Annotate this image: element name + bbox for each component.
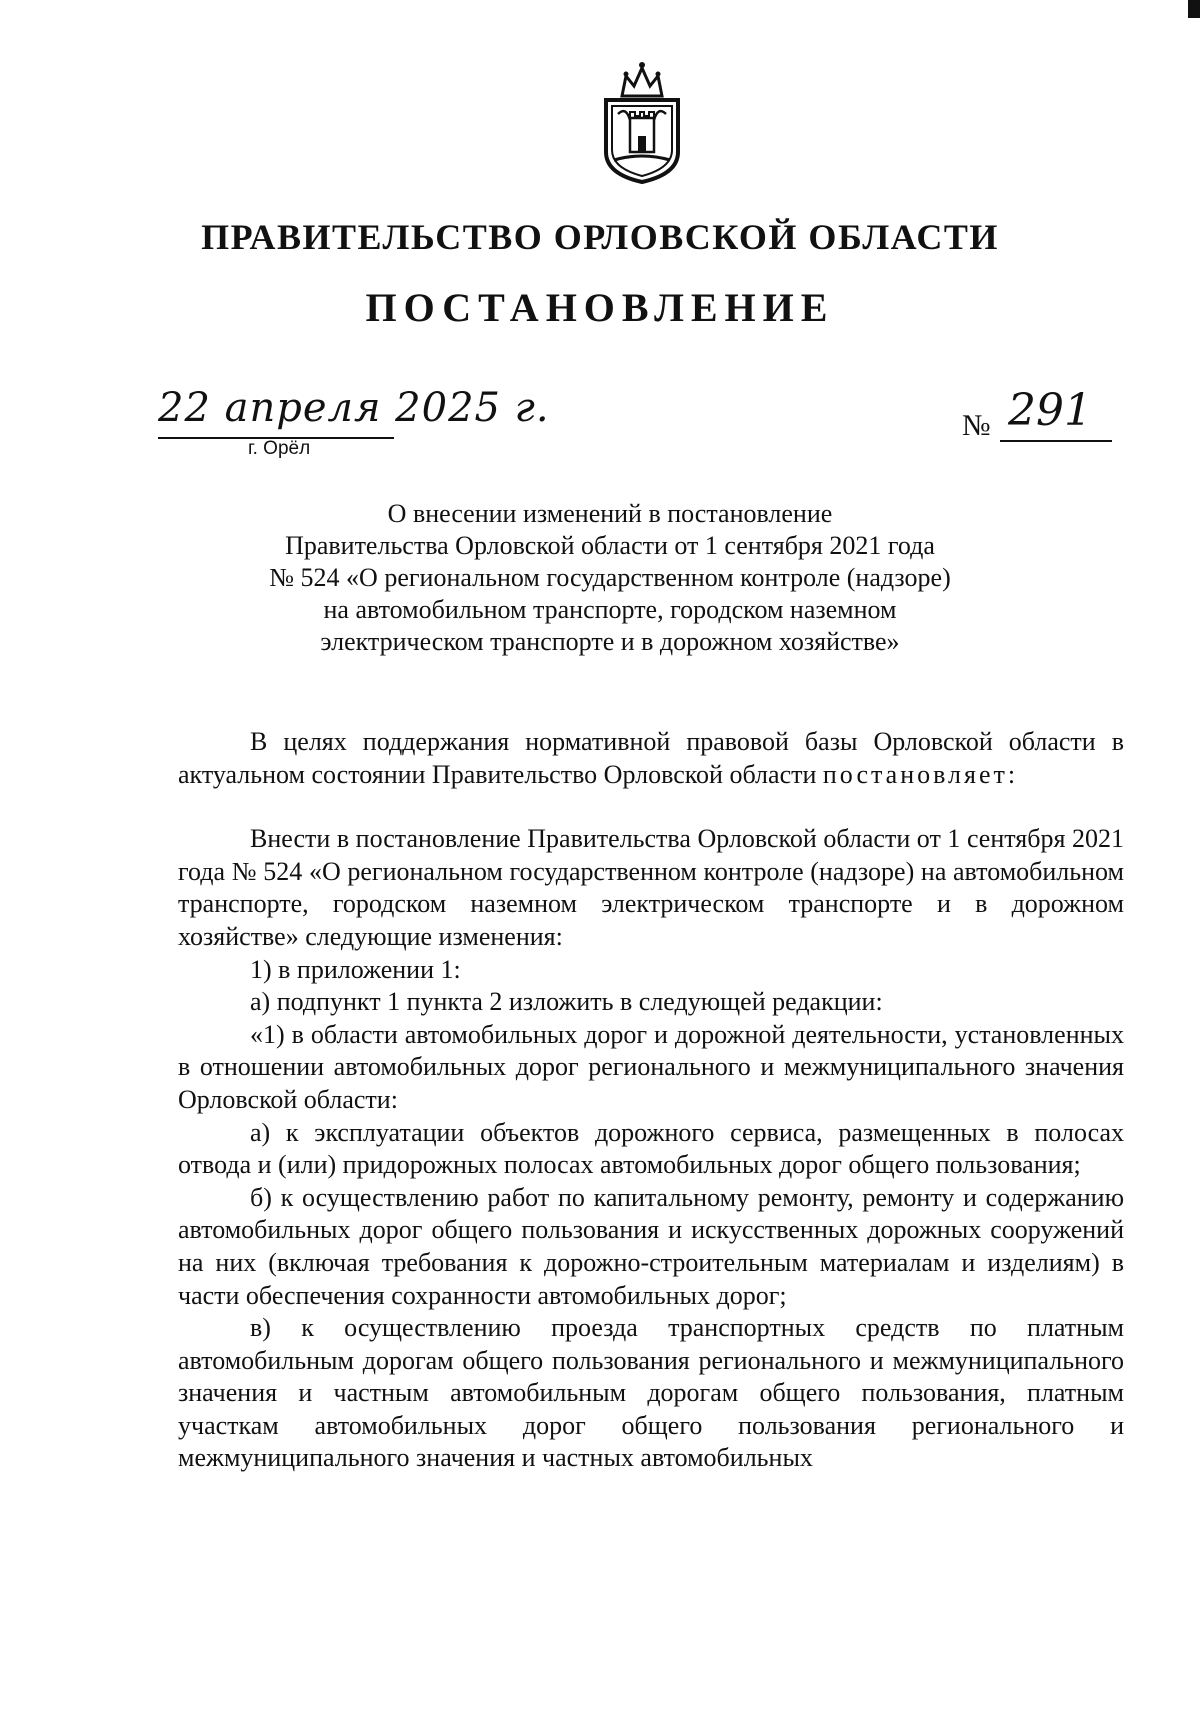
subject-line: Правительства Орловской области от 1 сентября 2021 года [285, 531, 935, 560]
paragraph: а) к эксплуатации объектов дорожного сервиса, размещенных в полосах отвода и (или) придорожных полосах автомобильных дорог общего пользования; [178, 1117, 1124, 1180]
subject-line: электрическом транспорте и в дорожном хозяйстве» [320, 627, 900, 656]
paragraph: а) подпункт 1 пункта 2 изложить в следующей редакции: [250, 987, 883, 1017]
paragraph: б) к осуществлению работ по капитальному ремонту, ремонту и содержанию автомобильных дорог общего пользования и искусственных дорожных сооружений на них (включая требования к дорожно-строительным материалам и изделиям) в части обеспечения сохранности автомобильных дорог; [178, 1182, 1124, 1310]
document-body [178, 726, 1124, 1475]
intro-verb: постановляет: [822, 759, 1019, 789]
paragraph: «1) в области автомобильных дорог и дорожной деятельности, установленных в отношении автомобильных дорог регионального и межмуниципального значения Орловской области: [178, 1019, 1124, 1114]
handwritten-number: 291 [1008, 385, 1092, 436]
scan-edge-mark [1188, 0, 1200, 18]
city-label: г. Орёл [248, 438, 311, 459]
paragraph: Внести в постановление Правительства Орловской области от 1 сентября 2021 года № 524 «О региональном государственном контроле (надзоре) на автомобильном транспорте, городском наземном электрическом транспорте и в дорожном хозяйстве» следующие изменения: [178, 824, 1124, 951]
coat-of-arms-emblem [600, 56, 684, 184]
subject-line: О внесении изменений в постановление [387, 499, 833, 528]
document-subject [220, 498, 1000, 658]
government-title: ПРАВИТЕЛЬСТВО ОРЛОВСКОЙ ОБЛАСТИ [201, 217, 999, 257]
paragraph: 1) в приложении 1: [250, 954, 461, 984]
number-underline [1000, 440, 1112, 442]
number-label: № [962, 409, 991, 442]
intro-paragraph [178, 726, 1124, 791]
handwritten-date: 22 апреля 2025 г. [158, 385, 550, 431]
subject-line: № 524 «О региональном государственном контроле (надзоре) [269, 563, 951, 592]
subject-line: на автомобильном транспорте, городском наземном [323, 595, 897, 624]
intro-text: В целях поддержания нормативной правовой базы Орловской области в актуальном состоянии Правительство Орловской области [178, 727, 1124, 789]
document-type: ПОСТАНОВЛЕНИЕ [365, 285, 835, 330]
paragraph: в) к осуществлению проезда транспортных средств по платным автомобильным дорогам общего пользования регионального и межмуниципального значения и частным автомобильным дорогам общего пользования, платным участкам автомобильных дорог общего пользования регионального и межмуниципального значения и частных автомобильных [178, 1313, 1124, 1473]
